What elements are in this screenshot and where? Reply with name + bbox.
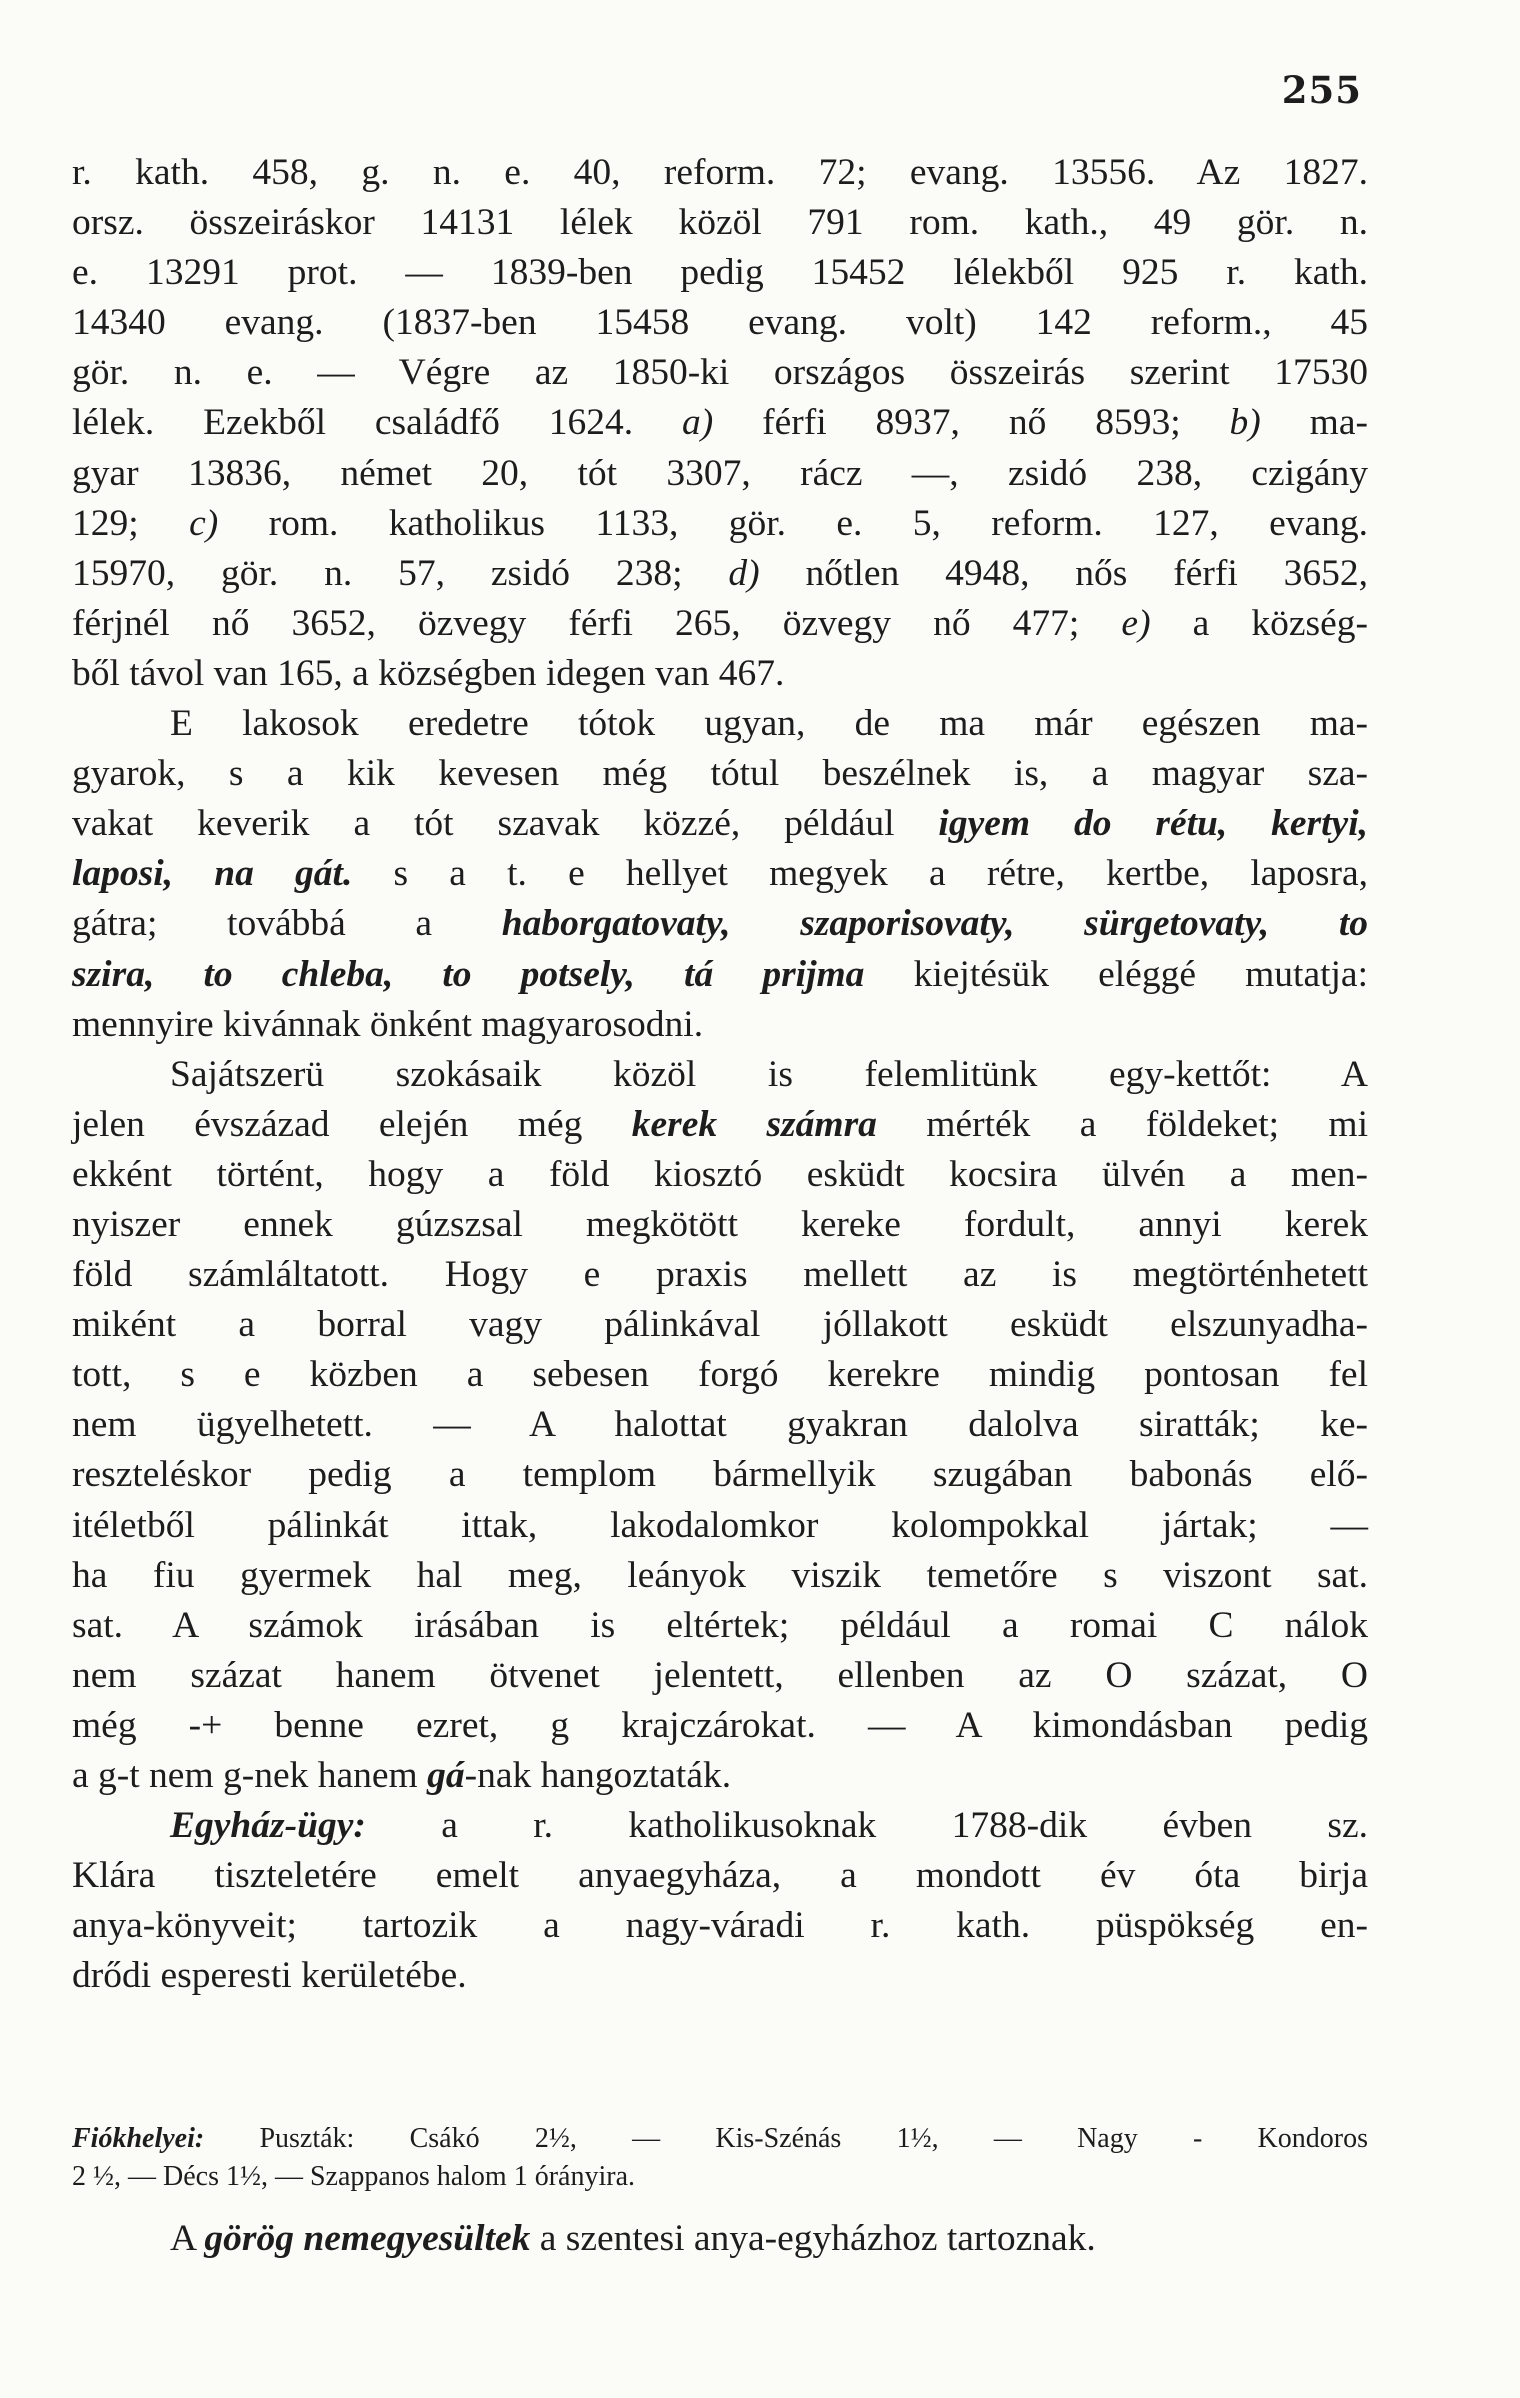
text-line <box>72 899 1368 949</box>
text-line <box>72 499 1368 549</box>
text-line <box>72 599 1368 649</box>
text-line <box>72 1701 1368 1751</box>
text-line <box>72 1851 1368 1901</box>
emphasized-text: c) <box>189 502 219 544</box>
text-line <box>72 1300 1368 1350</box>
text-run: ma- <box>1260 402 1368 444</box>
text-line <box>72 348 1368 398</box>
footnote <box>72 2120 1368 2196</box>
page-number: 255 <box>1281 68 1362 112</box>
text-run: nem ügyelhetett. — A halottat gyakran dalolva siratták; ke- <box>72 1404 1368 1446</box>
text-run: s a t. e hellyet megyek a rétre, kertbe, laposra, <box>352 853 1368 895</box>
text-run: lélek. Ezekből családfő 1624. <box>72 402 682 444</box>
emphasized-text: a) <box>682 402 714 444</box>
text-line <box>72 950 1368 1000</box>
text-run: anya-könyveit; tartozik a nagy-váradi r. kath. püspökség en- <box>72 1905 1368 1947</box>
closing-prefix: A <box>170 2218 205 2259</box>
footnote-label: Fiókhelyei: <box>72 2123 205 2154</box>
emphasized-text: haborgatovaty, szaporisovaty, sürgetovaty, to <box>501 903 1368 945</box>
text-run: a község- <box>1150 602 1369 644</box>
text-line <box>72 849 1368 899</box>
text-run: a g-t nem g-nek hanem <box>72 1755 428 1796</box>
text-line <box>72 248 1368 298</box>
text-run: nyiszer ennek gúzszsal megkötött kereke fordult, annyi kerek <box>72 1203 1368 1245</box>
text-run: tott, s e közben a sebesen forgó kerekre mindig pontosan fel <box>72 1354 1368 1396</box>
text-run: Klára tiszteletére emelt anyaegyháza, a mondott év óta birja <box>72 1855 1368 1897</box>
emphasized-text: gá <box>427 1755 465 1796</box>
text-line <box>72 799 1368 849</box>
text-run: még -+ benne ezret, g krajczárokat. — A kimondásban pedig <box>72 1704 1368 1746</box>
text-run: ekként történt, hogy a föld kiosztó esküdt kocsira ülvén a men- <box>72 1153 1368 1195</box>
text-run: jelen évszázad elején még <box>72 1103 632 1145</box>
text-line <box>72 1551 1368 1601</box>
text-run: ből távol van 165, a községben idegen van 467. <box>72 652 785 694</box>
text-run: miként a borral vagy pálinkával jóllakott esküdt elszunyadha- <box>72 1304 1368 1346</box>
text-run: gyar 13836, német 20, tót 3307, rácz —, zsidó 238, czigány <box>72 452 1368 494</box>
footnote-text: Puszták: Csákó 2½, — Kis-Szénás 1½, — Nagy - Kondoros <box>204 2123 1368 2154</box>
text-run: férjnél nő 3652, özvegy férfi 265, özvegy nő 477; <box>72 602 1122 644</box>
emphasized-text: e) <box>1121 602 1151 644</box>
text-line <box>72 1400 1368 1450</box>
emphasized-text: szira, to chleba, to potsely, tá prijma <box>72 953 865 995</box>
text-line <box>72 1100 1368 1150</box>
closing-emphasis: görög nemegyesültek <box>204 2218 531 2259</box>
text-run: 15970, gör. n. 57, zsidó 238; <box>72 552 729 594</box>
body-text <box>72 148 1368 2001</box>
emphasized-text: b) <box>1229 402 1261 444</box>
text-line <box>72 699 1368 749</box>
text-run: itéletből pálinkát ittak, lakodalomkor kolompokkal jártak; — <box>72 1504 1368 1546</box>
text-line <box>72 1250 1368 1300</box>
text-run: nőtlen 4948, nős férfi 3652, <box>759 552 1368 594</box>
footnote-text: 2 ½, — Décs 1½, — Szappanos halom 1 órányira. <box>72 2161 635 2192</box>
text-line <box>72 1350 1368 1400</box>
text-line <box>72 1050 1368 1100</box>
text-run: a r. katholikusoknak 1788-dik évben sz. <box>365 1805 1368 1847</box>
text-run: gör. n. e. — Végre az 1850-ki országos összeirás szerint 17530 <box>72 352 1368 394</box>
text-line <box>72 1801 1368 1851</box>
text-run: gátra; továbbá a <box>72 903 502 945</box>
text-run: ha fiu gyermek hal meg, leányok viszik temetőre s viszont sat. <box>72 1554 1368 1596</box>
closing-sentence <box>72 2214 1368 2264</box>
text-line <box>72 1901 1368 1951</box>
text-run: 14340 evang. (1837-ben 15458 evang. volt) 142 reform., 45 <box>72 302 1368 344</box>
text-run: föld számláltatott. Hogy e praxis mellett az is megtörténhetett <box>72 1254 1368 1296</box>
text-line <box>72 749 1368 799</box>
text-run: r. kath. 458, g. n. e. 40, reform. 72; evang. 13556. Az 1827. <box>72 152 1368 193</box>
emphasized-text: igyem do rétu, kertyi, <box>938 803 1368 845</box>
text-line <box>72 449 1368 499</box>
emphasized-text: d) <box>728 552 760 594</box>
text-run: férfi 8937, nő 8593; <box>713 402 1230 444</box>
text-run: E lakosok eredetre tótok ugyan, de ma már egészen ma- <box>170 703 1368 745</box>
text-run: 129; <box>72 502 190 544</box>
text-line <box>72 1651 1368 1701</box>
text-run: mérték a földeket; mi <box>876 1103 1368 1145</box>
text-line <box>72 148 1368 198</box>
text-line <box>72 1200 1368 1250</box>
text-run: mennyire kivánnak önként magyarosodni. <box>72 1003 704 1045</box>
text-line <box>72 1450 1368 1500</box>
text-line <box>72 549 1368 599</box>
text-run: orsz. összeiráskor 14131 lélek közöl 791 rom. kath., 49 gör. n. <box>72 202 1368 244</box>
text-run: sat. A számok irásában is eltértek; például a romai C nálok <box>72 1604 1368 1646</box>
text-line <box>72 1601 1368 1651</box>
text-run: drődi esperesti kerületébe. <box>72 1955 467 1997</box>
text-line <box>72 298 1368 348</box>
emphasized-text: kerek számra <box>631 1103 877 1145</box>
text-line <box>72 1000 1368 1050</box>
text-run: vakat keverik a tót szavak közzé, például <box>72 803 939 845</box>
footnote-line <box>72 2120 1368 2158</box>
text-run: e. 13291 prot. — 1839-ben pedig 15452 lélekből 925 r. kath. <box>72 252 1368 294</box>
footnote-line <box>72 2158 1368 2196</box>
text-line <box>72 198 1368 248</box>
text-run: rom. katholikus 1133, gör. e. 5, reform. 127, evang. <box>218 502 1369 544</box>
text-run: kiejtésük eléggé mutatja: <box>864 953 1368 995</box>
text-run: -nak hangoztaták. <box>464 1755 732 1796</box>
text-line <box>72 1951 1368 2001</box>
emphasized-text: laposi, na gát. <box>72 853 353 895</box>
text-run: gyarok, s a kik kevesen még tótul beszélnek is, a magyar sza- <box>72 753 1368 795</box>
text-run: Sajátszerü szokásaik közöl is felemlitünk egy-kettőt: A <box>170 1053 1368 1095</box>
text-line <box>72 398 1368 448</box>
text-run: nem százat hanem ötvenet jelentett, ellenben az O százat, O <box>72 1654 1368 1696</box>
text-line <box>72 649 1368 699</box>
text-line <box>72 1501 1368 1551</box>
text-line <box>72 1150 1368 1200</box>
text-line <box>72 1751 1368 1801</box>
closing-suffix: a szentesi anya-egyházhoz tartoznak. <box>530 2218 1096 2259</box>
emphasized-text: Egyház-ügy: <box>170 1805 366 1847</box>
text-run: reszteléskor pedig a templom bármellyik szugában babonás elő- <box>72 1454 1368 1496</box>
